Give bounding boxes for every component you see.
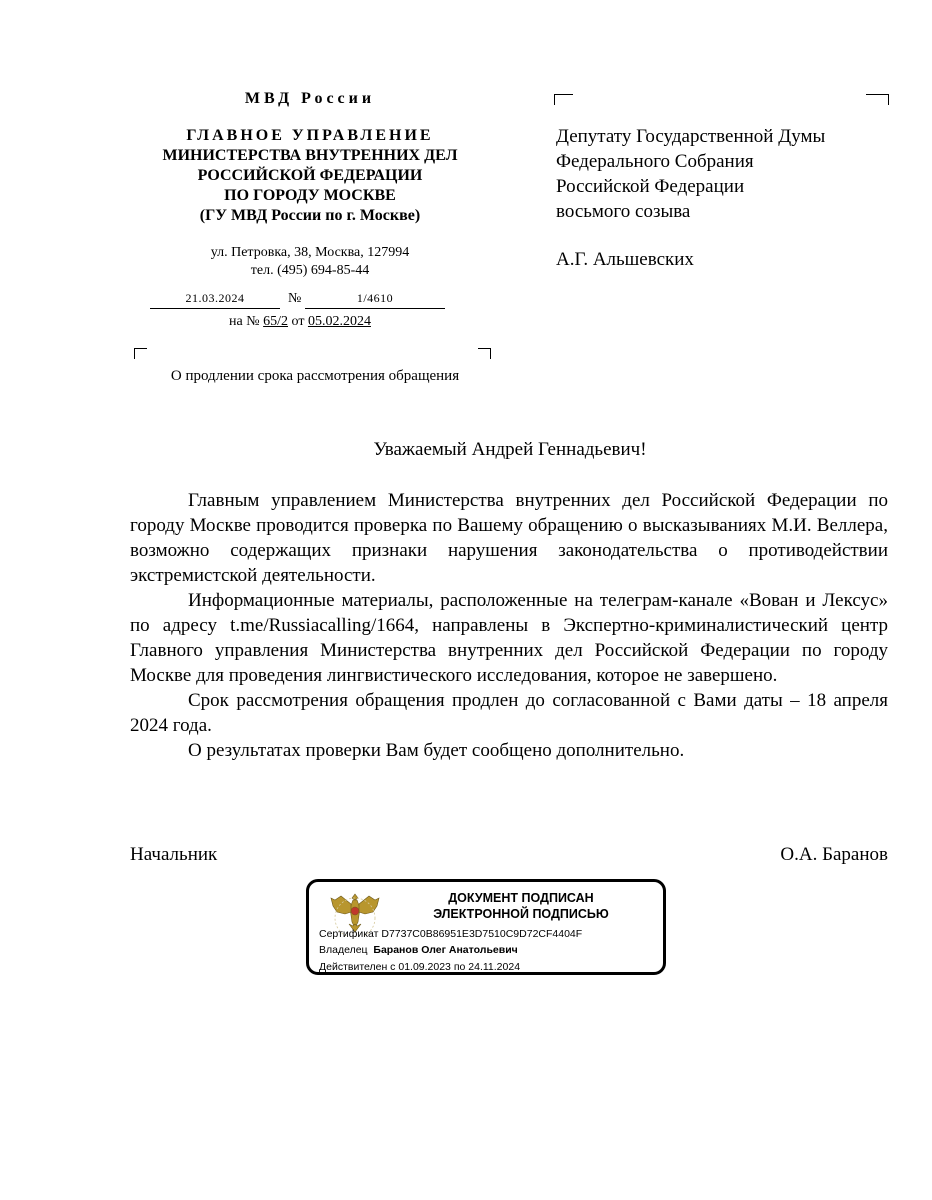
org-line: ГЛАВНОЕ УПРАВЛЕНИЕ [186,127,434,144]
body-paragraph: Главным управлением Министерства внутренних дел Российской Федерации по городу Москве проводится проверка по Вашему обращению о высказываниях М.И. Веллера, возможно содержащих признаки нарушения законодательства о противодействии экстремистской деятельности. [130,490,888,586]
org-line: РОССИЙСКОЙ ФЕДЕРАЦИИ [197,167,423,184]
signatory-title: Начальник [130,844,218,865]
registration-row [150,289,450,313]
registration-number: 1/4610 [305,289,445,309]
ministry-name: МВД России [244,90,376,107]
subject-corner-mark [478,348,491,359]
subject-corner-mark [134,348,147,359]
salutation: Уважаемый Андрей Геннадьевич! [373,439,647,460]
owner-label: Владелец [319,944,368,956]
organization-name [120,126,500,226]
letter-subject: О продлении срока рассмотрения обращения [170,368,460,384]
certificate-validity: Действителен с 01.09.2023 по 24.11.2024 [319,961,521,973]
body-paragraph: Срок рассмотрения обращения продлен до согласованной с Вами даты – 18 апреля 2024 года. [130,690,888,736]
body-paragraph: Информационные материалы, расположенные на телеграм-канале «Вован и Лексус» по адресу t.me/Russiacalling/1664, направлены в Экспертно-криминалистический центр Главного управления Министерства внутренних дел Российской Федерации по городу Москве для проведения лингвистического исследования, которое не завершено. [130,590,888,686]
reply-prefix: на № [229,314,260,329]
organization-address: ул. Петровка, 38, Москва, 127994 [210,245,410,260]
certificate-owner [319,944,518,956]
stamp-heading [381,890,661,922]
certificate-number: Сертификат D7737C0B86951E3D7510C9D72CF4404F [319,928,583,940]
registration-number-label: № [288,291,302,306]
addressee-line: Депутату Государственной Думы [556,126,826,147]
owner-name: Баранов Олег Анатольевич [373,944,518,956]
org-line-abbreviation: (ГУ МВД России по г. Москве) [199,207,421,224]
addressee-line: восьмого созыва [556,201,691,222]
reply-date: 05.02.2024 [307,314,371,329]
addressee-name: А.Г. Альшевских [556,249,694,270]
body-paragraph: О результатах проверки Вам будет сообщено дополнительно. [188,740,685,761]
reply-from: от [291,314,305,329]
letter-body [130,488,888,763]
stamp-heading-line: ЭЛЕКТРОННОЙ ПОДПИСЬЮ [433,907,609,921]
addressee-line: Федерального Собрания [556,151,754,172]
reply-reference [150,314,450,330]
organization-phone: тел. (495) 694-85-44 [250,263,370,278]
addressee-corner-mark [866,94,889,105]
organization-contacts [120,244,500,280]
addressee-block [556,124,825,224]
org-line: ПО ГОРОДУ МОСКВЕ [224,187,396,204]
org-line: МИНИСТЕРСТВА ВНУТРЕННИХ ДЕЛ [162,147,458,164]
registration-date: 21.03.2024 [150,289,280,309]
addressee-corner-mark [554,94,573,105]
addressee-line: Российской Федерации [556,176,745,197]
stamp-heading-line: ДОКУМЕНТ ПОДПИСАН [448,891,594,905]
signatory-name: О.А. Баранов [780,844,888,865]
electronic-signature-stamp [306,879,666,975]
reply-number: 65/2 [263,314,289,329]
